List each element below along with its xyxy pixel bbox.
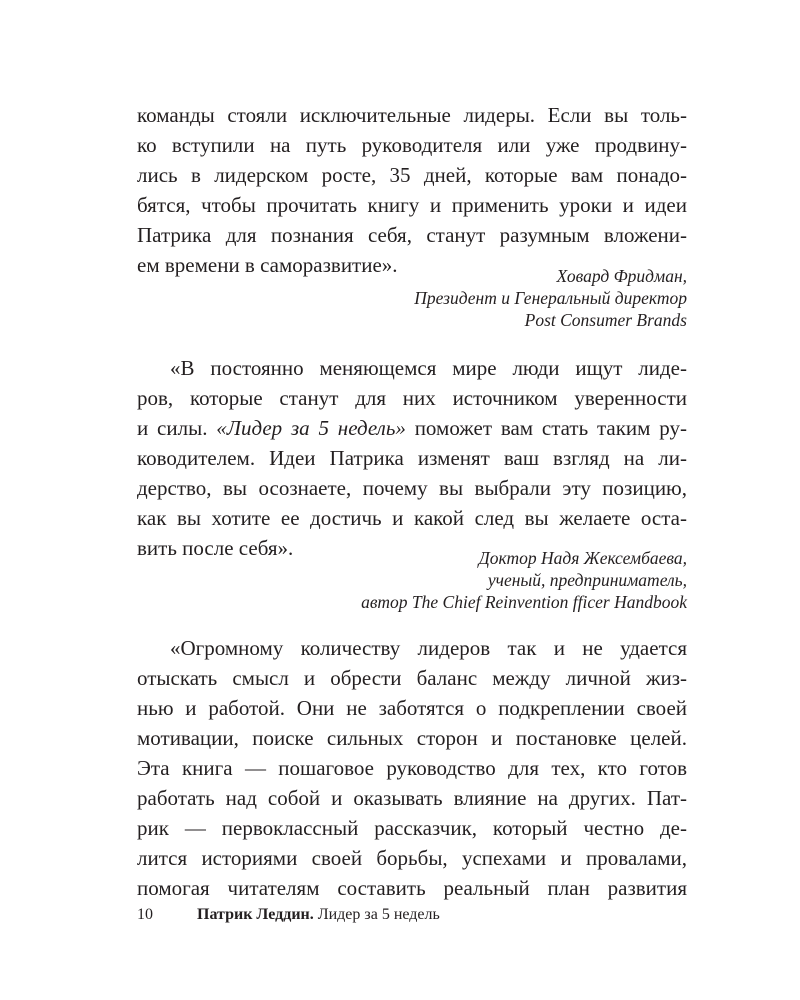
quote3-line-5: Эта книга — пошаговое руководство для тех, кто готов <box>137 756 687 780</box>
quote2-line-3-end: поможет вам стать таким ру- <box>405 416 687 440</box>
quote1-line-5: Патрика для познания себя, станут разумным вложени- <box>137 223 687 247</box>
quote1-attribution-company: Post Consumer Brands <box>524 310 687 330</box>
footer-author: Патрик Леддин. <box>197 906 314 923</box>
page-number: 10 <box>137 906 153 923</box>
quote3-line-4: мотивации, поиске сильных сторон и постановке целей. <box>137 726 687 750</box>
quote1-attribution-name: Ховард Фридман, <box>556 266 687 286</box>
quote3-line-2: отыскать смысл и обрести баланс между личной жиз- <box>137 666 687 690</box>
quote2-attribution-role: ученый, предприниматель, <box>487 570 687 590</box>
quote1-line-6: ем времени в саморазвитие». <box>137 253 398 277</box>
quote2-attribution-book: автор The Chief Reinvention fficer Handbook <box>361 592 687 612</box>
quote2-line-4: ководителем. Идеи Патрика изменят ваш взгляд на ли- <box>137 446 687 470</box>
quote1-line-4: бятся, чтобы прочитать книгу и применить уроки и идеи <box>137 193 687 217</box>
quote3-line-1: «Огромному количеству лидеров так и не удается <box>170 636 687 660</box>
quote2-line-5: дерство, вы осознаете, почему вы выбрали эту позицию, <box>137 476 687 500</box>
footer-book-title: Лидер за 5 недель <box>313 906 440 923</box>
book-title-mention: «Лидер за 5 недель» <box>216 416 406 440</box>
running-footer <box>137 904 440 926</box>
quote2-attribution-name: Доктор Надя Жексембаева, <box>478 548 687 568</box>
quote2-line-3 <box>137 413 687 443</box>
quote3-line-8: лится историями своей борьбы, успехами и провалами, <box>137 846 687 870</box>
quote3-line-3: нью и работой. Они не заботятся о подкреплении своей <box>137 696 687 720</box>
quote3-line-7: рик — первоклассный рассказчик, который честно де- <box>137 816 687 840</box>
quote2-line-2: ров, которые станут для них источником уверенности <box>137 386 687 410</box>
quote1-line-1: команды стояли исключительные лидеры. Если вы толь- <box>137 103 687 127</box>
quote2-line-3-start: и силы. <box>137 416 217 440</box>
quote1-line-2: ко вступили на путь руководителя или уже продвину- <box>137 133 687 157</box>
quote2-line-1: «В постоянно меняющемся мире люди ищут лиде- <box>170 356 687 380</box>
quote2-line-7: вить после себя». <box>137 536 294 560</box>
quote3-line-9: помогая читателям составить реальный план развития <box>137 876 687 900</box>
quote2-line-6: как вы хотите ее достичь и какой след вы желаете оста- <box>137 506 687 530</box>
quote3-line-6: работать над собой и оказывать влияние на других. Пат- <box>137 786 687 810</box>
quote1-attribution-role: Президент и Генеральный директор <box>414 288 687 308</box>
quote1-line-3: лись в лидерском росте, 35 дней, которые вам понадо- <box>137 163 687 187</box>
